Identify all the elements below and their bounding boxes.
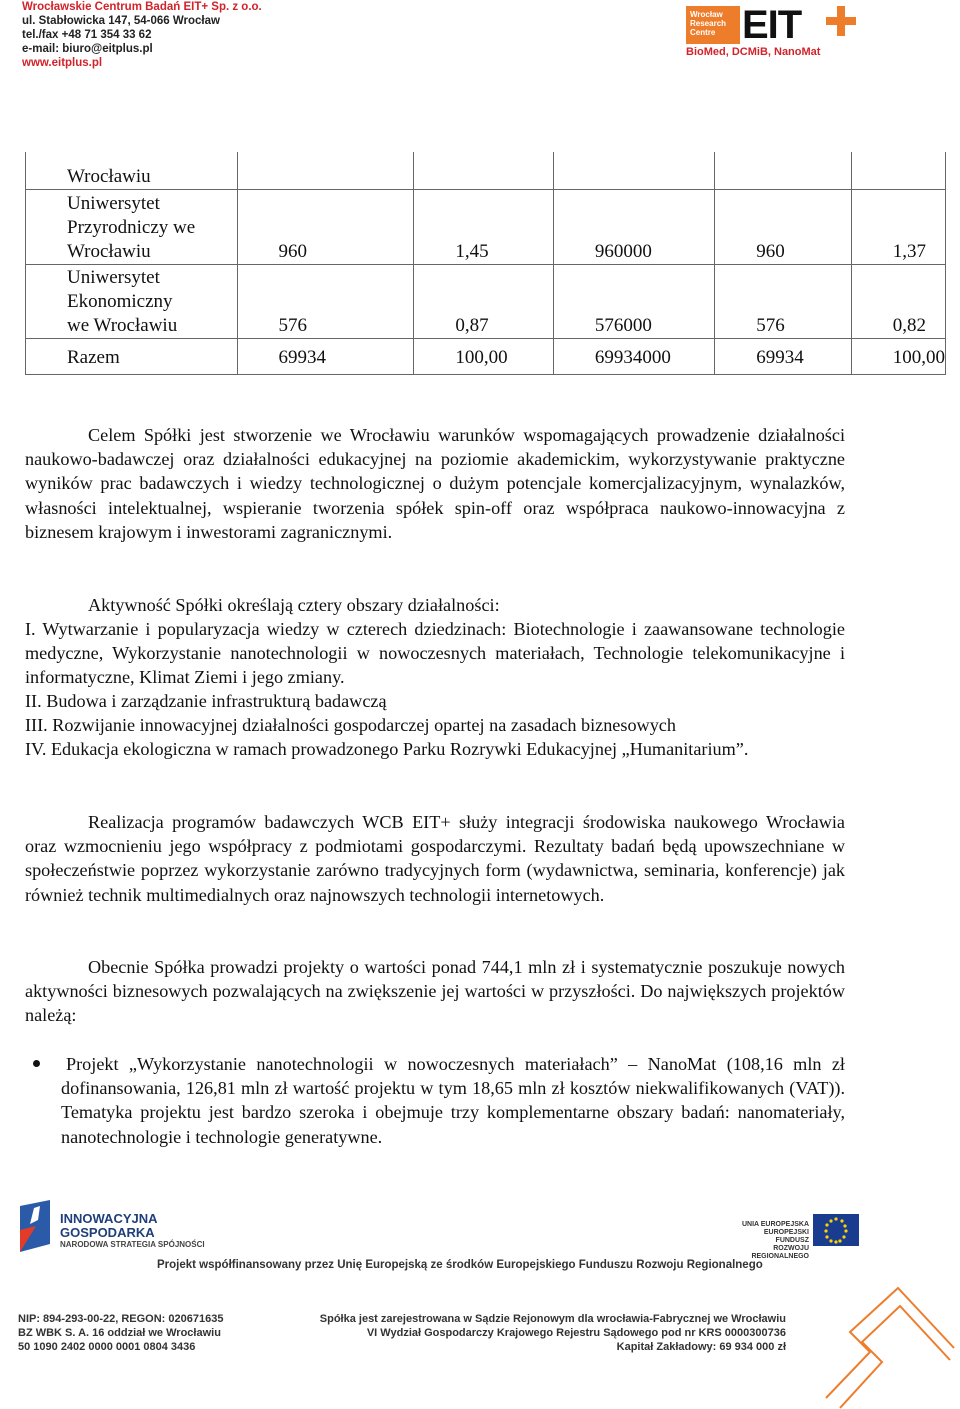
table-cell [237,152,414,189]
ig-subtitle: NARODOWA STRATEGIA SPÓJNOŚCI [60,1240,205,1249]
eu-line-2: EUROPEJSKI FUNDUSZ [763,1229,809,1244]
table-cell: 576 [237,264,414,338]
table-cell: 960 [237,189,414,264]
eit-logo-subtitle: BioMed, DCMiB, NanoMat [686,46,821,58]
table-cell: 576000 [553,264,714,338]
table-row [26,152,946,189]
company-address: ul. Stabłowicka 147, 54-066 Wrocław [22,15,220,27]
table-row [26,189,946,264]
table-cell: Wrocławiu [26,152,238,189]
bullet-icon [33,1060,40,1067]
table-cell: Razem [26,338,238,374]
activity-area-1: I. Wytwarzanie i popularyzacja wiedzy w czterech dziedzinach: Biotechnologie i zaawansowane technologie medyczne, Wykorzystanie nanotechnologii w nowoczesnych materiałach, Technologie telekomunikacyjne i informatyczne, Klimat Ziemi i jego zmiany. [25,619,845,688]
bank-account: 50 1090 2402 0000 0001 0804 3436 [18,1341,196,1353]
projects-paragraph: Obecnie Spółka prowadzi projekty o wartości ponad 744,1 mln zł i systematycznie poszukuje nowych aktywności biznesowych pozwalających na zwiększenie jej wartości w przyszłości. Do największych projektów należą: [25,957,845,1026]
table-cell: Uniwersytet Przyrodniczy we Wrocławiu [26,189,238,264]
ig-title-2: GOSPODARKA [60,1225,155,1240]
company-phone: tel./fax +48 71 354 33 62 [22,29,152,41]
table-row [26,264,946,338]
table-cell [414,152,553,189]
cofinance-note: Projekt współfinansowany przez Unię Europejską ze środków Europejskiego Funduszu Rozwoju Regionalnego [157,1259,763,1271]
innovative-economy-icon [16,1200,52,1254]
wrc-logo-box: Wrocław Research Centre [686,6,740,44]
table-cell: Uniwersytet Ekonomiczny we Wrocławiu [26,264,238,338]
activity-areas-intro: Aktywność Spółki określają cztery obszary działalności: [88,595,500,615]
plus-icon [826,6,856,36]
table-cell: 69934000 [553,338,714,374]
company-contact [22,0,322,70]
table-cell: 100,00 [851,338,945,374]
nip-regon: NIP: 894-293-00-22, REGON: 020671635 [18,1313,224,1325]
company-email: e-mail: biuro@eitplus.pl [22,43,153,55]
table-row [26,338,946,374]
company-ids [18,1312,223,1354]
eit-logo [686,3,856,66]
eu-flag-icon [813,1214,859,1246]
company-name: Wrocławskie Centrum Badań EIT+ Sp. z o.o. [22,1,262,13]
table-cell: 1,45 [414,189,553,264]
table-cell: 69934 [237,338,414,374]
activity-area-4: IV. Edukacja ekologiczna w ramach prowadzonego Parku Rozrywki Edukacyjnej „Humanitarium”. [25,739,749,759]
table-cell: 0,87 [414,264,553,338]
eu-line-1: UNIA EUROPEJSKA [741,1221,809,1228]
table-cell: 100,00 [414,338,553,374]
eu-line-3: ROZWOJU REGIONALNEGO [751,1245,809,1260]
eit-logo-text: EIT [742,3,802,47]
table-cell: 0,82 [851,264,945,338]
table-cell [553,152,714,189]
share-capital: Kapitał Zakładowy: 69 934 000 zł [616,1341,786,1353]
company-goal-paragraph: Celem Spółki jest stworzenie we Wrocławiu warunków wspomagających prowadzenie działalności naukowo-badawczej oraz działalności edukacyjnej na poziomie akademickim, wykorzystywanie praktyczne wyników prac badawczych i wiedzy technologicznej o dużym potencjale komercjalizacyjnym, wynalazków, własności intelektualnej, wspieranie tworzenia spółek spin-off oraz współpraca naukowo-innowacyjna z biznesem krajowym i inwestorami zagranicznymi. [25,425,845,542]
table-cell [851,152,945,189]
activity-area-3: III. Rozwijanie innowacyjnej działalności gospodarczej opartej na zasadach biznesowych [25,715,676,735]
research-programs-paragraph: Realizacja programów badawczych WCB EIT+ służy integracji środowiska naukowego Wrocławia oraz wzmocnieniu jego współpracy z podmiotami gospodarczymi. Rezultaty badań będą upowszechniane w społeczeństwie poprzez wykorzystanie zarówno tradycyjnych form (wydawnictwa, seminaria, konferencje) jak również technik multimedialnych oraz najnowszych technologii internetowych. [25,812,845,905]
registration-krs: VI Wydział Gospodarczy Krajowego Rejestru Sądowego pod nr KRS 0000300736 [366,1327,786,1339]
table-cell: 576 [715,264,851,338]
table-cell: 960000 [553,189,714,264]
table-cell: 69934 [715,338,851,374]
eu-label [729,1221,809,1261]
company-website: www.eitplus.pl [22,57,103,69]
decorative-arrow-icon [820,1286,960,1409]
project-nanomat-item: Projekt „Wykorzystanie nanotechnologii w nowoczesnych materiałach” – NanoMat (108,16 mln zł dofinansowania, 126,81 mln zł wartość projektu w tym 18,65 mln zł kosztów niekwalifikowanych (VAT)). Tematyka projektu jest bardzo szeroka i obejmuje trzy komplementarne obszary badań: nanomateriały, nanotechnologie i technologie generatywne. [61,1054,845,1147]
table-cell: 960 [715,189,851,264]
registration-court: Spółka jest zarejestrowana w Sądzie Rejonowym dla wrocławia-Fabrycznej we Wrocławiu [319,1313,786,1325]
ig-title-1: INNOWACYJNA [60,1211,158,1226]
table-cell: 1,37 [851,189,945,264]
registration-info [300,1312,786,1354]
shareholders-table [25,152,946,375]
activity-area-2: II. Budowa i zarządzanie infrastrukturą badawczą [25,691,387,711]
table-cell [715,152,851,189]
bank-name: BZ WBK S. A. 16 oddział we Wrocławiu [18,1327,221,1339]
